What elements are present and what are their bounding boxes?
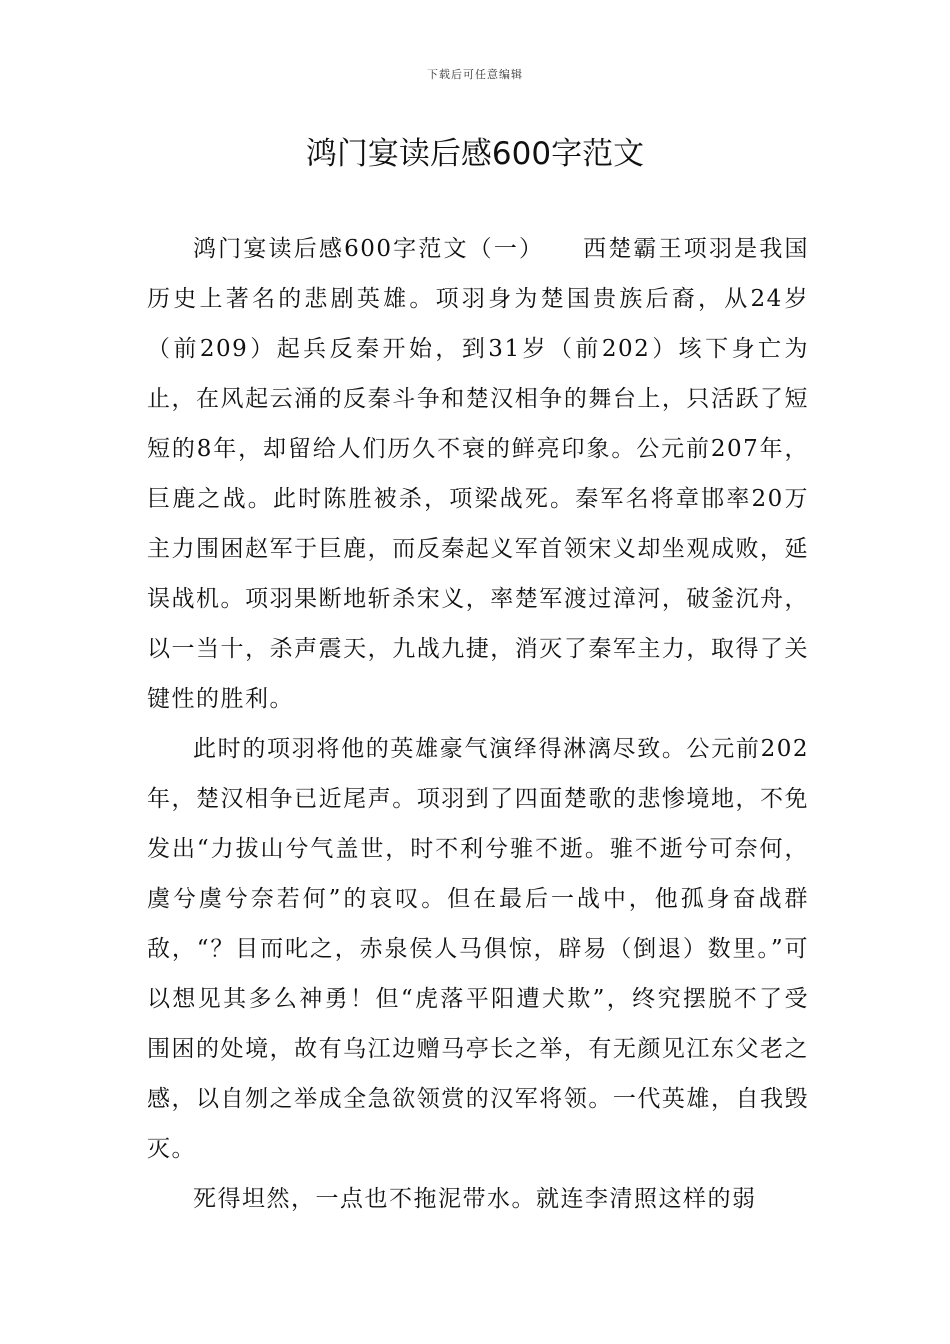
header-note: 下载后可任意编辑 <box>427 68 523 81</box>
document-body <box>147 224 809 1224</box>
document-title: 鸿门宴读后感600字范文 <box>305 136 645 172</box>
paragraph-3: 死得坦然，一点也不拖泥带水。就连李清照这样的弱 <box>193 1186 757 1212</box>
paragraph-2: 此时的项羽将他的英雄豪气演绎得淋漓尽致。公元前202年，楚汉相争已近尾声。项羽到了四面楚歌的悲惨境地，不免发出“力拔山兮气盖世，时不利兮骓不逝。骓不逝兮可奈何，虞兮虞兮奈若何”的哀叹。但在最后一战中，他孤身奋战群敌，“？目而叱之，赤泉侯人马俱惊，辟易（倒退）数里。”可以想见其多么神勇！但“虎落平阳遭犬欺”，终究摆脱不了受围困的处境，故有乌江边赠马亭长之举，有无颜见江东父老之感，以自刎之举成全急欲领赏的汉军将领。一代英雄，自我毁灭。 <box>147 736 809 1162</box>
paragraph-1: 鸿门宴读后感600字范文（一） 西楚霸王项羽是我国历史上著名的悲剧英雄。项羽身为楚国贵族后裔，从24岁（前209）起兵反秦开始，到31岁（前202）垓下身亡为止，在风起云涌的反秦斗争和楚汉相争的舞台上，只活跃了短短的8年，却留给人们历久不衰的鲜亮印象。公元前207年，巨鹿之战。此时陈胜被杀，项梁战死。秦军名将章邯率20万主力围困赵军于巨鹿，而反秦起义军首领宋义却坐观成败，延误战机。项羽果断地斩杀宋义，率楚军渡过漳河，破釜沉舟，以一当十，杀声震天，九战九捷，消灭了秦军主力，取得了关键性的胜利。 <box>147 236 809 712</box>
